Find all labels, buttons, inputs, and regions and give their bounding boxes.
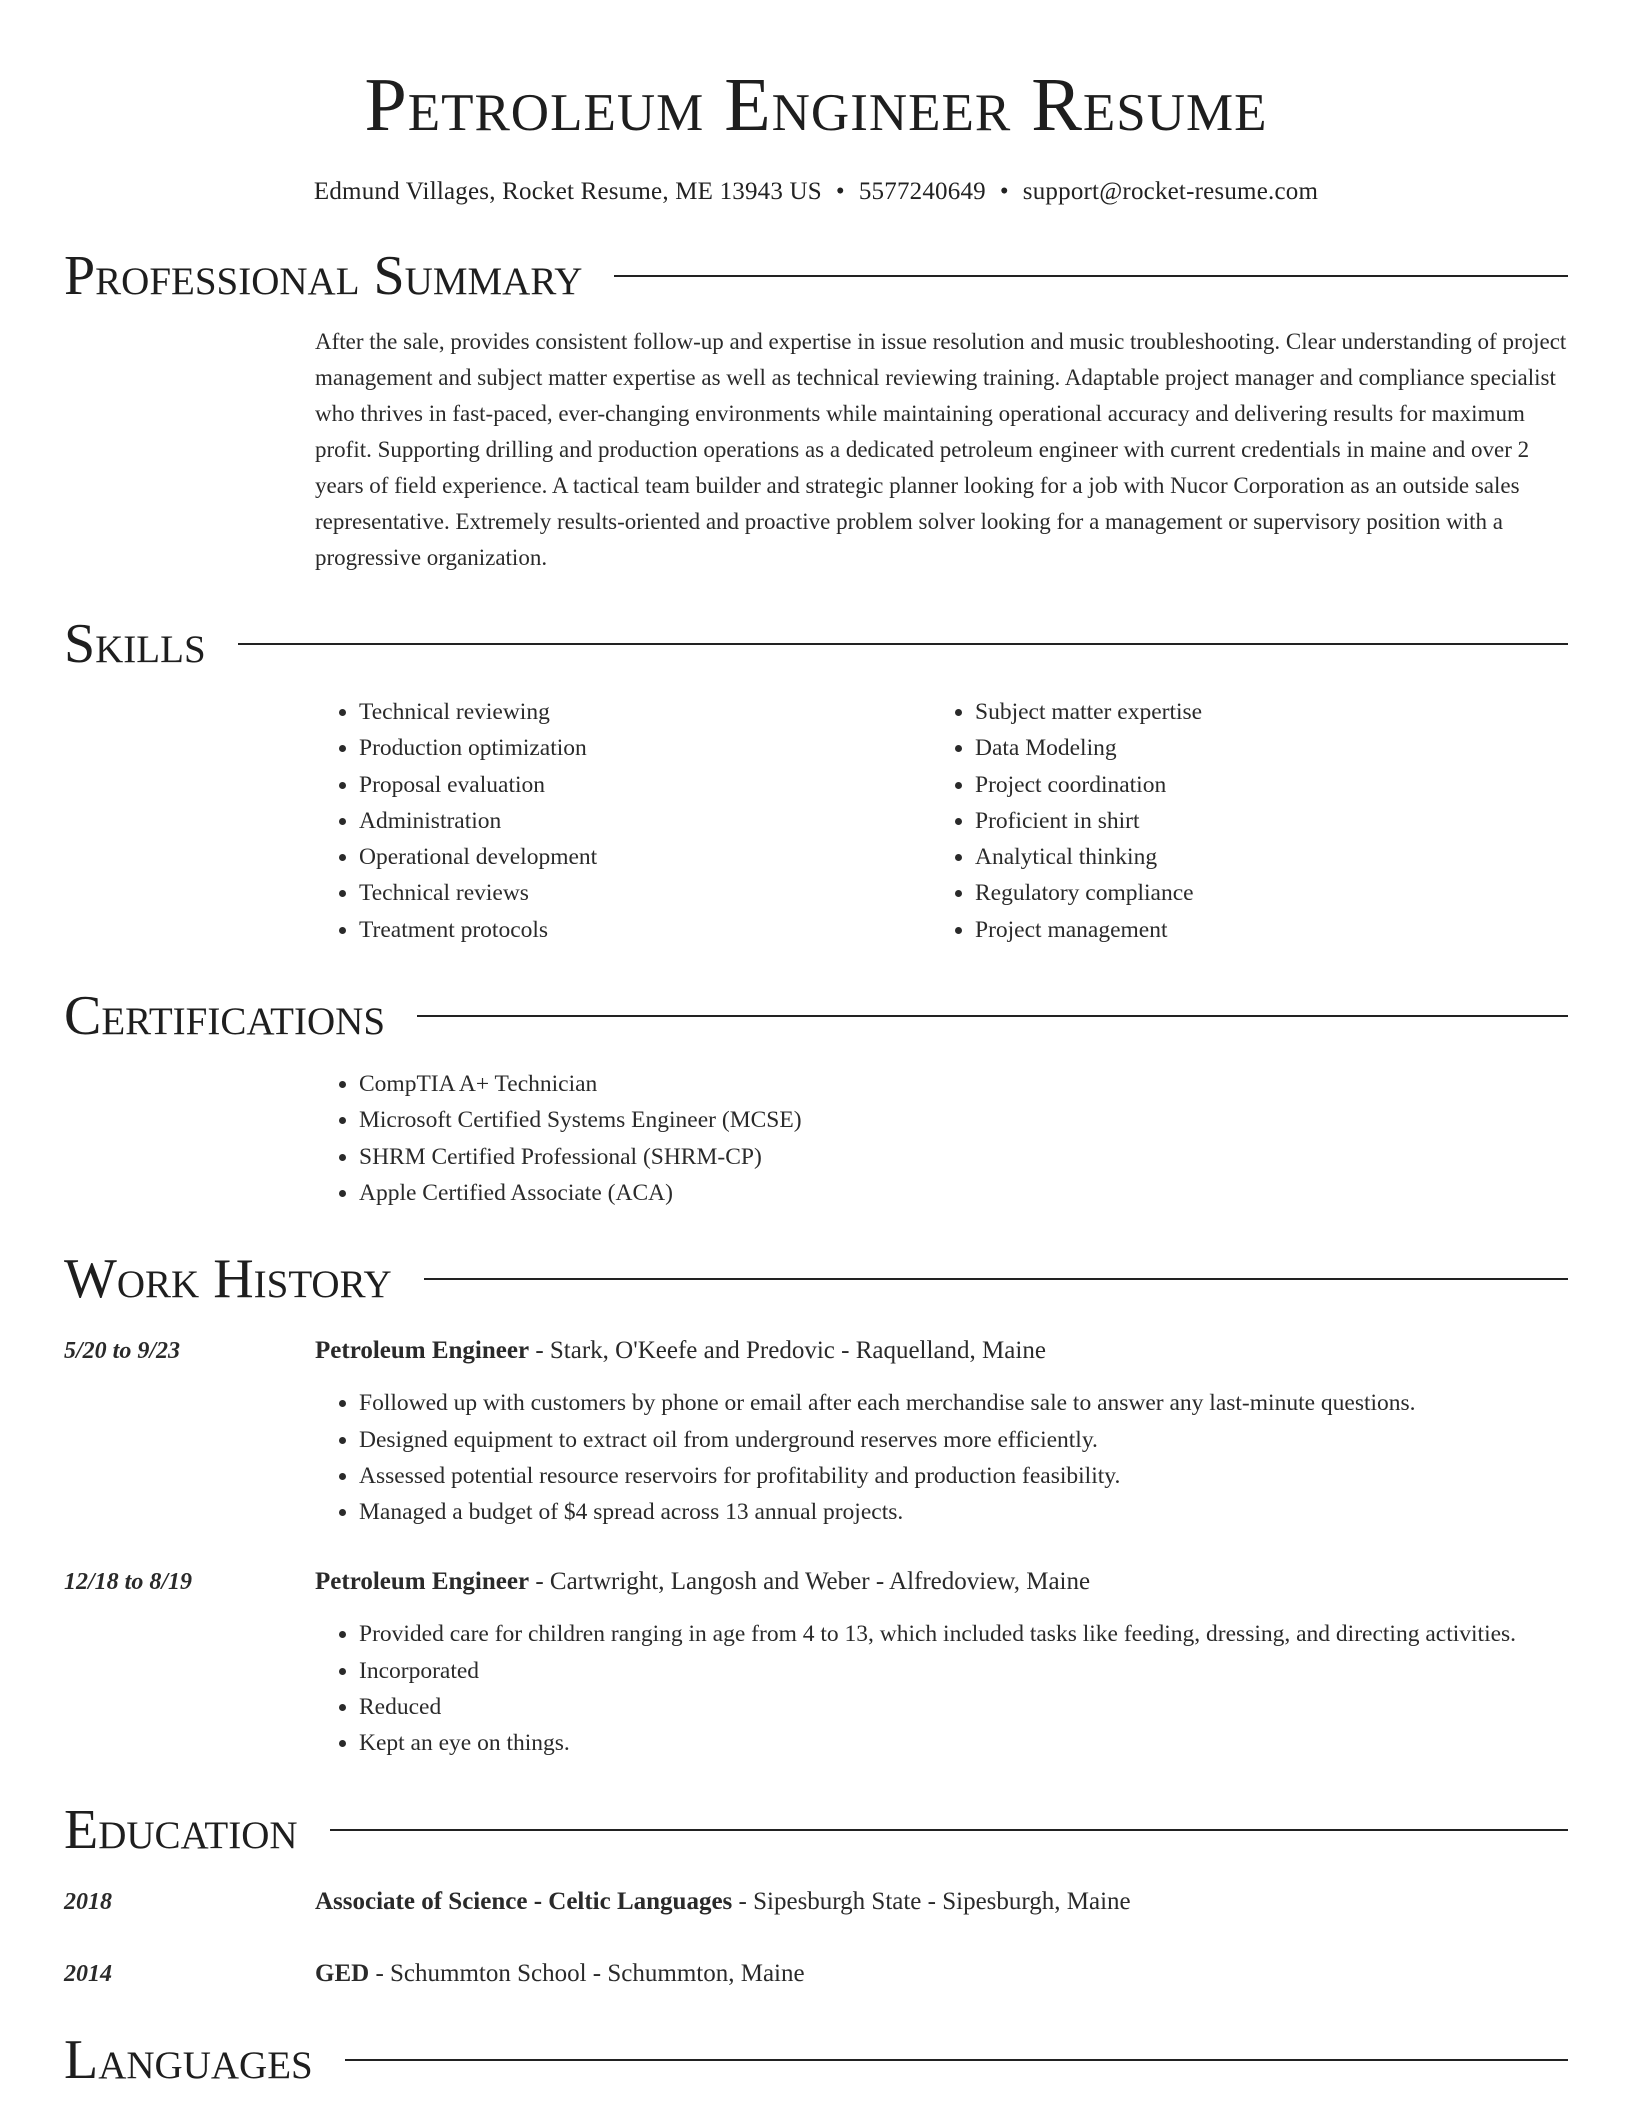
work-entry	[64, 1333, 1568, 1530]
contact-email: support@rocket-resume.com	[1022, 178, 1319, 205]
work-bullet: • Managed a budget of $4 spread across 13 annual projects.	[359, 1494, 1568, 1530]
contact-separator: •	[999, 178, 1009, 205]
work-bullet: • Assessed potential resource reservoirs for profitability and production feasibility.	[359, 1458, 1568, 1494]
contact-line	[64, 176, 1568, 208]
section-header-languages	[64, 2026, 1568, 2094]
section-header-certifications	[64, 982, 1568, 1050]
section-header-work	[64, 1245, 1568, 1313]
contact-address: Edmund Villages, Rocket Resume, ME 13943 US	[313, 178, 822, 205]
skill-item: • Project coordination	[975, 767, 1547, 803]
skill-item: • Proposal evaluation	[359, 767, 931, 803]
section-divider	[238, 643, 1568, 645]
education-headline	[315, 1956, 1568, 1992]
skill-item: • Administration	[359, 803, 931, 839]
education-entry	[64, 1956, 1568, 1992]
certification-item: • Microsoft Certified Systems Engineer (MCSE)	[359, 1102, 1568, 1138]
education-year: 2014	[64, 1960, 112, 1987]
job-employer-location: - Stark, O'Keefe and Predovic - Raquelland, Maine	[529, 1337, 1046, 1365]
work-headline	[315, 1564, 1568, 1600]
skill-item: • Production optimization	[359, 730, 931, 766]
work-entry-body	[315, 1333, 1568, 1530]
work-dates: 5/20 to 9/23	[64, 1338, 181, 1365]
work-bullet: • Reduced	[359, 1689, 1568, 1725]
degree: Associate of Science - Celtic Languages	[315, 1887, 733, 1915]
skill-item: • Regulatory compliance	[975, 875, 1547, 911]
section-divider	[345, 2059, 1568, 2061]
education-headline	[315, 1884, 1568, 1920]
skill-item: • Subject matter expertise	[975, 694, 1547, 730]
section-header-summary	[64, 242, 1568, 310]
work-bullets	[315, 1616, 1568, 1761]
section-divider	[417, 1015, 1568, 1017]
work-dates: 12/18 to 8/19	[64, 1569, 193, 1596]
school-location: - Sipesburgh State - Sipesburgh, Maine	[732, 1887, 1131, 1915]
skills-list-right	[931, 694, 1547, 948]
skill-item: • Data Modeling	[975, 730, 1547, 766]
job-employer-location: - Cartwright, Langosh and Weber - Alfredoview, Maine	[529, 1568, 1091, 1596]
section-divider	[424, 1278, 1568, 1280]
skill-item: • Project management	[975, 912, 1547, 948]
section-divider	[330, 1829, 1568, 1831]
summary-text: After the sale, provides consistent follow-up and expertise in issue resolution and music troubleshooting. Clear understanding of project management and subject matter expertise as well as technical reviewing training. Adaptable project manager and compliance specialist who thrives in fast-paced, ever-changing environments while maintaining operational accuracy and delivering results for maximum profit. Supporting drilling and production operations as a dedicated petroleum engineer with current credentials in maine and over 2 years of field experience. A tactical team builder and strategic planner looking for a job with Nucor Corporation as an outside sales representative. Extremely results-oriented and proactive problem solver looking for a management or supervisory position with a progressive organization.	[315, 329, 1567, 570]
section-divider	[614, 275, 1568, 277]
education-entry-body	[315, 1956, 1568, 1992]
degree: GED	[315, 1959, 370, 1987]
work-bullet: • Followed up with customers by phone or email after each merchandise sale to answer any last-minute questions.	[359, 1385, 1568, 1421]
skills-column-left	[315, 694, 931, 948]
contact-phone: 5577240649	[858, 178, 986, 205]
skill-item: • Technical reviewing	[359, 694, 931, 730]
section-header-education	[64, 1796, 1568, 1864]
work-bullet: • Kept an eye on things.	[359, 1725, 1568, 1761]
resume-title: Petroleum Engineer Resume	[364, 63, 1268, 147]
certifications-block	[315, 1066, 1568, 1211]
skills-column-right	[931, 694, 1547, 948]
skill-item: • Proficient in shirt	[975, 803, 1547, 839]
section-title-skills: Skills	[64, 613, 206, 675]
skill-item: • Analytical thinking	[975, 839, 1547, 875]
work-entry-body	[315, 1564, 1568, 1761]
section-title-languages: Languages	[64, 2028, 313, 2091]
job-title: Petroleum Engineer	[315, 1568, 530, 1596]
education-entry-body	[315, 1884, 1568, 1920]
education-year: 2018	[64, 1888, 112, 1915]
skills-grid	[315, 694, 1568, 948]
skill-item: • Technical reviews	[359, 875, 931, 911]
work-bullet: • Designed equipment to extract oil from underground reserves more efficiently.	[359, 1422, 1568, 1458]
section-title-education: Education	[64, 1798, 298, 1861]
section-title-summary: Professional Summary	[64, 245, 583, 307]
section-header-skills	[64, 610, 1568, 678]
certification-item: • CompTIA A+ Technician	[359, 1066, 1568, 1102]
certifications-list	[315, 1066, 1568, 1211]
skill-item: • Treatment protocols	[359, 912, 931, 948]
certification-item: • Apple Certified Associate (ACA)	[359, 1175, 1568, 1211]
work-bullets	[315, 1385, 1568, 1530]
education-entry	[64, 1884, 1568, 1920]
section-title-work: Work History	[64, 1248, 392, 1311]
contact-separator: •	[835, 178, 845, 205]
skills-list-left	[315, 694, 931, 948]
work-headline	[315, 1333, 1568, 1369]
job-title: Petroleum Engineer	[315, 1337, 530, 1365]
work-bullet: • Incorporated	[359, 1653, 1568, 1689]
skill-item: • Operational development	[359, 839, 931, 875]
section-title-certifications: Certifications	[64, 985, 386, 1048]
work-bullet: • Provided care for children ranging in age from 4 to 13, which included tasks like feeding, dressing, and directing activities.	[359, 1616, 1568, 1652]
school-location: - Schummton School - Schummton, Maine	[369, 1959, 805, 1987]
certification-item: • SHRM Certified Professional (SHRM-CP)	[359, 1139, 1568, 1175]
work-entry	[64, 1564, 1568, 1761]
